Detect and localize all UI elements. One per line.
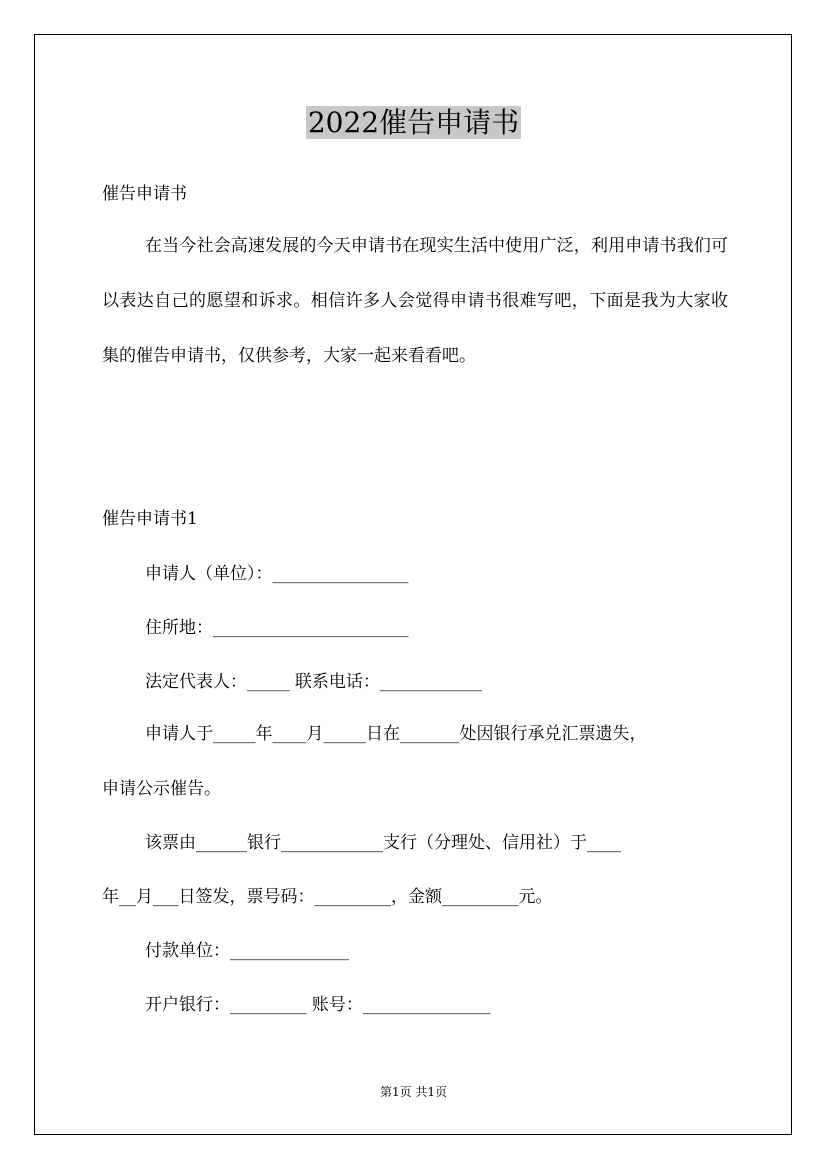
ticket-line-2: 年__月___日签发，票号码：_________，金额_________元。: [102, 887, 553, 907]
address-field: 住所地：_______________________: [145, 618, 409, 638]
page-footer: 第1页 共1页: [379, 1085, 448, 1099]
legal-rep-field: 法定代表人：_____ 联系电话：____________: [145, 672, 482, 692]
document-title-text: 2022催告申请书: [307, 106, 520, 139]
document-title: [0, 103, 827, 143]
applicant-field: 申请人（单位）：________________: [145, 564, 409, 584]
statement-line-1: 申请人于_____年____月_____日在_______处因银行承兑汇票遗失，: [145, 724, 647, 744]
statement-line-2: 申请公示催告。: [102, 779, 221, 799]
ticket-line-1: 该票由______银行____________支行（分理处、信用社）于____: [145, 833, 621, 853]
intro-paragraph: 在当今社会高速发展的今天申请书在现实生活中使用广泛，利用申请书我们可以表达自己的愿望和诉求。相信许多人会觉得申请书很难写吧，下面是我为大家收集的催告申请书，仅供参考，大家一起来看看吧。: [102, 236, 728, 366]
bank-account-field: 开户银行：_________ 账号：_______________: [145, 995, 491, 1015]
section-heading: 催告申请书1: [102, 509, 198, 529]
heading: 催告申请书: [102, 184, 187, 204]
payer-field: 付款单位：______________: [145, 941, 349, 961]
